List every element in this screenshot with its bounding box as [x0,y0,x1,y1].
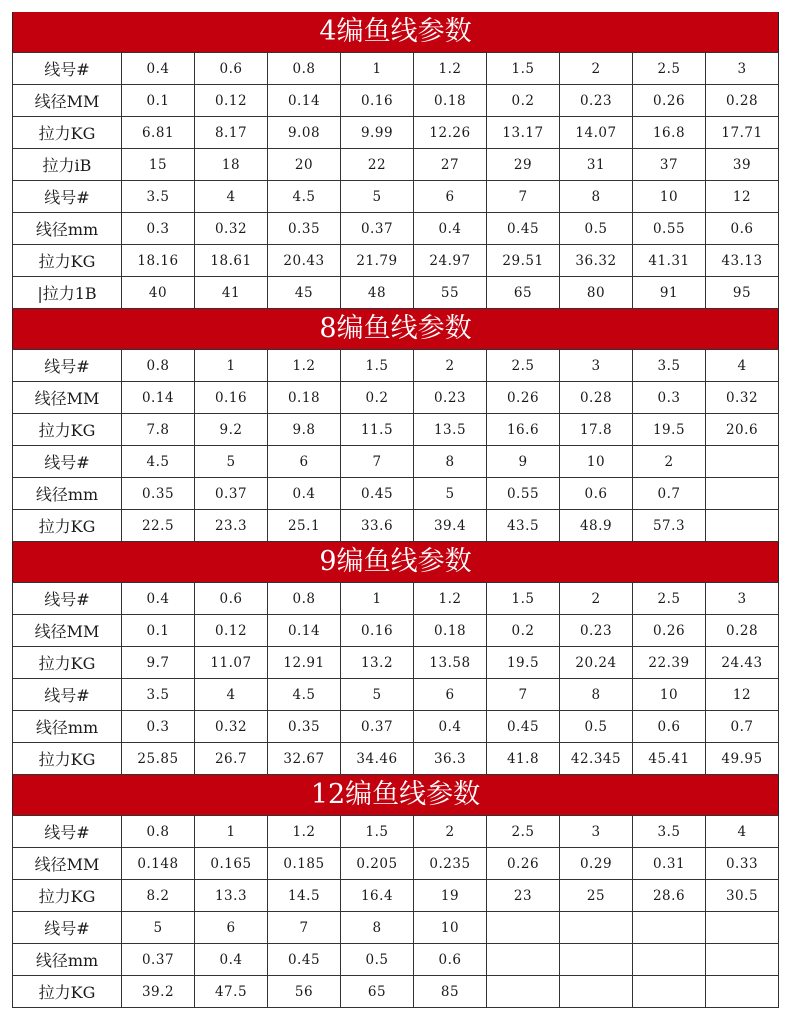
table-cell: 45.41 [633,743,706,775]
table-cell: 0.5 [341,944,414,976]
table-cell: 34.46 [341,743,414,775]
section-title: 9编鱼线参数 [12,542,779,582]
table-cell: 1.5 [341,350,414,382]
table-cell: 41.31 [633,245,706,277]
table-cell: 8 [560,679,633,711]
table-cell: 22 [341,149,414,181]
table-cell: 0.32 [195,213,268,245]
table-cell: 0.32 [706,382,779,414]
table-cell: 16.8 [633,117,706,149]
table-cell: 49.95 [706,743,779,775]
table-cell: 22.39 [633,647,706,679]
table-cell: 36.3 [414,743,487,775]
table-cell: 0.6 [195,583,268,615]
table-cell: 0.2 [487,85,560,117]
table-cell: 12 [706,679,779,711]
row-label: 线径MM [13,382,122,414]
table-cell: 0.45 [487,711,560,743]
table-cell: 0.18 [414,85,487,117]
row-label: 线径mm [13,213,122,245]
table-cell: 20 [268,149,341,181]
table-cell: 0.55 [633,213,706,245]
section-title: 8编鱼线参数 [12,309,779,349]
table-cell: 0.165 [195,848,268,880]
table-cell: 0.235 [414,848,487,880]
table-cell: 39.2 [122,976,195,1008]
table-cell: 25 [560,880,633,912]
table-cell: 0.28 [706,615,779,647]
table-cell: 0.1 [122,85,195,117]
table-cell: 0.26 [487,382,560,414]
table-row [13,245,779,277]
table-cell: 0.45 [341,478,414,510]
row-label: 线径mm [13,478,122,510]
table-cell: 0.3 [122,213,195,245]
table-cell: 12.91 [268,647,341,679]
table-row [13,944,779,976]
table-cell: 0.6 [560,478,633,510]
table-row [13,615,779,647]
table-cell: 19.5 [487,647,560,679]
table-cell: 1 [341,53,414,85]
table-cell: 0.7 [706,711,779,743]
table-cell [487,912,560,944]
table-cell: 0.205 [341,848,414,880]
table-cell: 3 [706,583,779,615]
table-cell [706,446,779,478]
table-cell: 41 [195,277,268,309]
table-cell: 5 [195,446,268,478]
table-cell: 19 [414,880,487,912]
table-row [13,583,779,615]
row-label: 拉力KG [13,414,122,446]
row-label: 线号# [13,816,122,848]
table-cell: 0.37 [341,711,414,743]
table-cell: 4.5 [268,679,341,711]
table-row [13,181,779,213]
table-cell: 3.5 [122,181,195,213]
table-cell: 0.31 [633,848,706,880]
table-cell: 0.45 [487,213,560,245]
table-cell: 0.12 [195,615,268,647]
row-label: 线号# [13,912,122,944]
row-label: 线号# [13,679,122,711]
table-row [13,647,779,679]
table-row [13,350,779,382]
table-cell: 7 [341,446,414,478]
table-cell: 3 [706,53,779,85]
table-cell: 0.16 [341,85,414,117]
table-cell: 41.8 [487,743,560,775]
table-row [13,976,779,1008]
table-cell: 0.7 [633,478,706,510]
table-cell: 4 [706,350,779,382]
table-cell: 0.8 [268,53,341,85]
table-cell: 47.5 [195,976,268,1008]
table-cell: 12.26 [414,117,487,149]
table-cell: 1.2 [414,583,487,615]
table-cell: 8 [560,181,633,213]
spec-section [12,12,779,309]
table-cell: 10 [414,912,487,944]
table-cell: 12 [706,181,779,213]
table-cell: 0.14 [268,85,341,117]
table-cell: 0.6 [414,944,487,976]
table-row [13,848,779,880]
table-row [13,277,779,309]
table-cell: 13.3 [195,880,268,912]
table-cell: 15 [122,149,195,181]
table-cell: 2.5 [633,583,706,615]
table-row [13,880,779,912]
table-cell: 0.4 [268,478,341,510]
spec-table [12,52,779,309]
row-label: 线径MM [13,85,122,117]
table-cell: 17.8 [560,414,633,446]
table-cell: 25.85 [122,743,195,775]
table-cell: 23.3 [195,510,268,542]
table-cell: 4 [195,679,268,711]
table-cell: 0.8 [122,350,195,382]
table-cell: 11.5 [341,414,414,446]
table-cell: 37 [633,149,706,181]
table-cell: 2.5 [633,53,706,85]
table-cell: 16.6 [487,414,560,446]
table-cell: 1 [195,350,268,382]
row-label: 线号# [13,583,122,615]
table-cell: 24.43 [706,647,779,679]
row-label: 线径MM [13,848,122,880]
fishing-line-spec-sheet [12,12,779,1008]
table-row [13,414,779,446]
table-cell: 33.6 [341,510,414,542]
table-cell: 21.79 [341,245,414,277]
table-cell: 29.51 [487,245,560,277]
table-cell: 0.18 [414,615,487,647]
table-cell: 43.5 [487,510,560,542]
table-cell: 13.17 [487,117,560,149]
table-cell: 91 [633,277,706,309]
table-row [13,382,779,414]
table-cell: 5 [414,478,487,510]
table-row [13,816,779,848]
table-cell: 0.6 [195,53,268,85]
section-title: 4编鱼线参数 [12,12,779,52]
table-cell: 25.1 [268,510,341,542]
table-cell: 10 [633,181,706,213]
row-label: 拉力KG [13,510,122,542]
spec-table [12,815,779,1008]
table-row [13,117,779,149]
row-label: 拉力iB [13,149,122,181]
table-cell: 28.6 [633,880,706,912]
table-cell: 0.1 [122,615,195,647]
table-cell: 0.6 [633,711,706,743]
table-row [13,85,779,117]
table-cell: 1.5 [487,53,560,85]
row-label: |拉力1B [13,277,122,309]
table-cell: 39.4 [414,510,487,542]
table-cell: 29 [487,149,560,181]
table-cell: 0.5 [560,711,633,743]
spec-section [12,542,779,775]
table-cell: 13.58 [414,647,487,679]
table-cell: 32.67 [268,743,341,775]
table-cell: 5 [341,679,414,711]
table-cell: 2 [414,350,487,382]
table-cell [706,510,779,542]
table-cell: 16.4 [341,880,414,912]
table-cell: 26.7 [195,743,268,775]
table-cell [560,976,633,1008]
table-cell: 7 [487,679,560,711]
row-label: 拉力KG [13,880,122,912]
table-cell: 57.3 [633,510,706,542]
table-cell: 9.99 [341,117,414,149]
table-cell: 9.08 [268,117,341,149]
table-cell: 0.4 [195,944,268,976]
table-cell: 0.37 [122,944,195,976]
table-row [13,53,779,85]
table-cell: 20.24 [560,647,633,679]
table-cell: 0.37 [341,213,414,245]
table-cell: 2 [414,816,487,848]
table-cell: 0.35 [268,213,341,245]
table-cell: 3 [560,350,633,382]
table-cell: 4.5 [122,446,195,478]
table-cell: 6 [195,912,268,944]
table-cell: 0.28 [560,382,633,414]
table-cell: 11.07 [195,647,268,679]
table-cell: 1.2 [268,816,341,848]
table-cell: 17.71 [706,117,779,149]
table-cell [487,976,560,1008]
table-cell: 36.32 [560,245,633,277]
table-cell: 7 [487,181,560,213]
table-cell: 0.12 [195,85,268,117]
table-row [13,743,779,775]
table-cell: 0.23 [560,85,633,117]
table-cell: 80 [560,277,633,309]
table-cell: 0.26 [633,615,706,647]
row-label: 线径mm [13,711,122,743]
table-row [13,510,779,542]
row-label: 拉力KG [13,976,122,1008]
table-cell: 0.26 [487,848,560,880]
table-cell: 0.8 [268,583,341,615]
table-cell: 13.5 [414,414,487,446]
table-cell: 4.5 [268,181,341,213]
table-cell: 0.55 [487,478,560,510]
table-cell: 30.5 [706,880,779,912]
row-label: 线号# [13,446,122,478]
table-cell: 13.2 [341,647,414,679]
table-cell: 0.35 [268,711,341,743]
table-cell: 20.43 [268,245,341,277]
table-cell: 0.2 [341,382,414,414]
table-cell: 1 [341,583,414,615]
table-cell: 0.26 [633,85,706,117]
table-cell: 0.23 [414,382,487,414]
table-cell: 0.23 [560,615,633,647]
table-cell: 10 [560,446,633,478]
table-cell [560,912,633,944]
table-cell: 8.17 [195,117,268,149]
table-cell: 2.5 [487,350,560,382]
table-cell: 48 [341,277,414,309]
table-cell: 1.5 [341,816,414,848]
spec-table [12,582,779,775]
table-cell: 0.33 [706,848,779,880]
table-cell: 4 [706,816,779,848]
table-cell: 5 [341,181,414,213]
row-label: 线号# [13,181,122,213]
table-cell: 9.8 [268,414,341,446]
table-cell: 0.6 [706,213,779,245]
table-cell: 2 [560,53,633,85]
table-cell: 0.185 [268,848,341,880]
table-cell: 65 [487,277,560,309]
table-cell: 0.2 [487,615,560,647]
table-cell: 0.35 [122,478,195,510]
table-cell: 9.7 [122,647,195,679]
table-row [13,912,779,944]
table-cell: 6 [268,446,341,478]
table-cell: 85 [414,976,487,1008]
row-label: 线径MM [13,615,122,647]
table-cell: 0.148 [122,848,195,880]
table-cell: 95 [706,277,779,309]
table-cell [487,944,560,976]
spec-section [12,309,779,542]
table-cell: 0.4 [414,213,487,245]
row-label: 拉力KG [13,245,122,277]
table-cell: 65 [341,976,414,1008]
row-label: 线号# [13,350,122,382]
table-row [13,478,779,510]
section-title: 12编鱼线参数 [12,775,779,815]
table-cell: 45 [268,277,341,309]
spec-section [12,775,779,1008]
table-cell: 1.2 [414,53,487,85]
table-cell: 10 [633,679,706,711]
table-cell: 1.5 [487,583,560,615]
table-row [13,149,779,181]
table-cell: 6 [414,679,487,711]
table-cell: 0.37 [195,478,268,510]
row-label: 拉力KG [13,647,122,679]
table-cell: 1.2 [268,350,341,382]
table-cell [706,944,779,976]
table-cell: 8 [414,446,487,478]
table-row [13,679,779,711]
table-row [13,711,779,743]
table-cell: 0.8 [122,816,195,848]
spec-table [12,349,779,542]
table-cell: 0.4 [414,711,487,743]
table-cell: 2 [633,446,706,478]
table-cell: 0.4 [122,583,195,615]
table-cell [560,944,633,976]
table-cell: 55 [414,277,487,309]
table-cell: 48.9 [560,510,633,542]
table-cell: 0.18 [268,382,341,414]
table-cell [706,478,779,510]
table-cell: 14.07 [560,117,633,149]
table-cell: 18.61 [195,245,268,277]
table-cell: 0.14 [268,615,341,647]
table-cell: 6 [414,181,487,213]
table-cell: 42.345 [560,743,633,775]
table-cell: 19.5 [633,414,706,446]
row-label: 线号# [13,53,122,85]
table-cell: 9 [487,446,560,478]
table-cell: 6.81 [122,117,195,149]
table-cell: 14.5 [268,880,341,912]
table-cell: 0.29 [560,848,633,880]
table-cell: 43.13 [706,245,779,277]
row-label: 拉力KG [13,117,122,149]
table-cell: 27 [414,149,487,181]
table-cell: 0.14 [122,382,195,414]
table-cell: 0.3 [122,711,195,743]
table-cell: 8.2 [122,880,195,912]
table-cell: 0.3 [633,382,706,414]
table-cell: 3 [560,816,633,848]
table-cell: 2.5 [487,816,560,848]
table-cell: 7 [268,912,341,944]
table-cell [706,976,779,1008]
table-cell: 0.32 [195,711,268,743]
table-cell: 20.6 [706,414,779,446]
table-cell: 24.97 [414,245,487,277]
table-cell [633,976,706,1008]
table-row [13,213,779,245]
table-cell: 0.5 [560,213,633,245]
table-cell: 0.28 [706,85,779,117]
table-cell: 0.45 [268,944,341,976]
row-label: 线径mm [13,944,122,976]
table-cell: 22.5 [122,510,195,542]
table-cell: 40 [122,277,195,309]
table-cell: 0.16 [341,615,414,647]
table-cell: 3.5 [633,816,706,848]
table-cell: 23 [487,880,560,912]
table-cell: 7.8 [122,414,195,446]
table-cell: 4 [195,181,268,213]
table-cell: 3.5 [122,679,195,711]
table-cell: 18.16 [122,245,195,277]
table-cell: 1 [195,816,268,848]
table-cell: 9.2 [195,414,268,446]
table-cell: 0.16 [195,382,268,414]
table-row [13,446,779,478]
table-cell: 3.5 [633,350,706,382]
table-cell: 5 [122,912,195,944]
table-cell: 56 [268,976,341,1008]
table-cell [706,912,779,944]
row-label: 拉力KG [13,743,122,775]
table-cell: 18 [195,149,268,181]
table-cell: 31 [560,149,633,181]
table-cell [633,912,706,944]
table-cell: 2 [560,583,633,615]
table-cell: 8 [341,912,414,944]
table-cell: 39 [706,149,779,181]
table-cell [633,944,706,976]
table-cell: 0.4 [122,53,195,85]
